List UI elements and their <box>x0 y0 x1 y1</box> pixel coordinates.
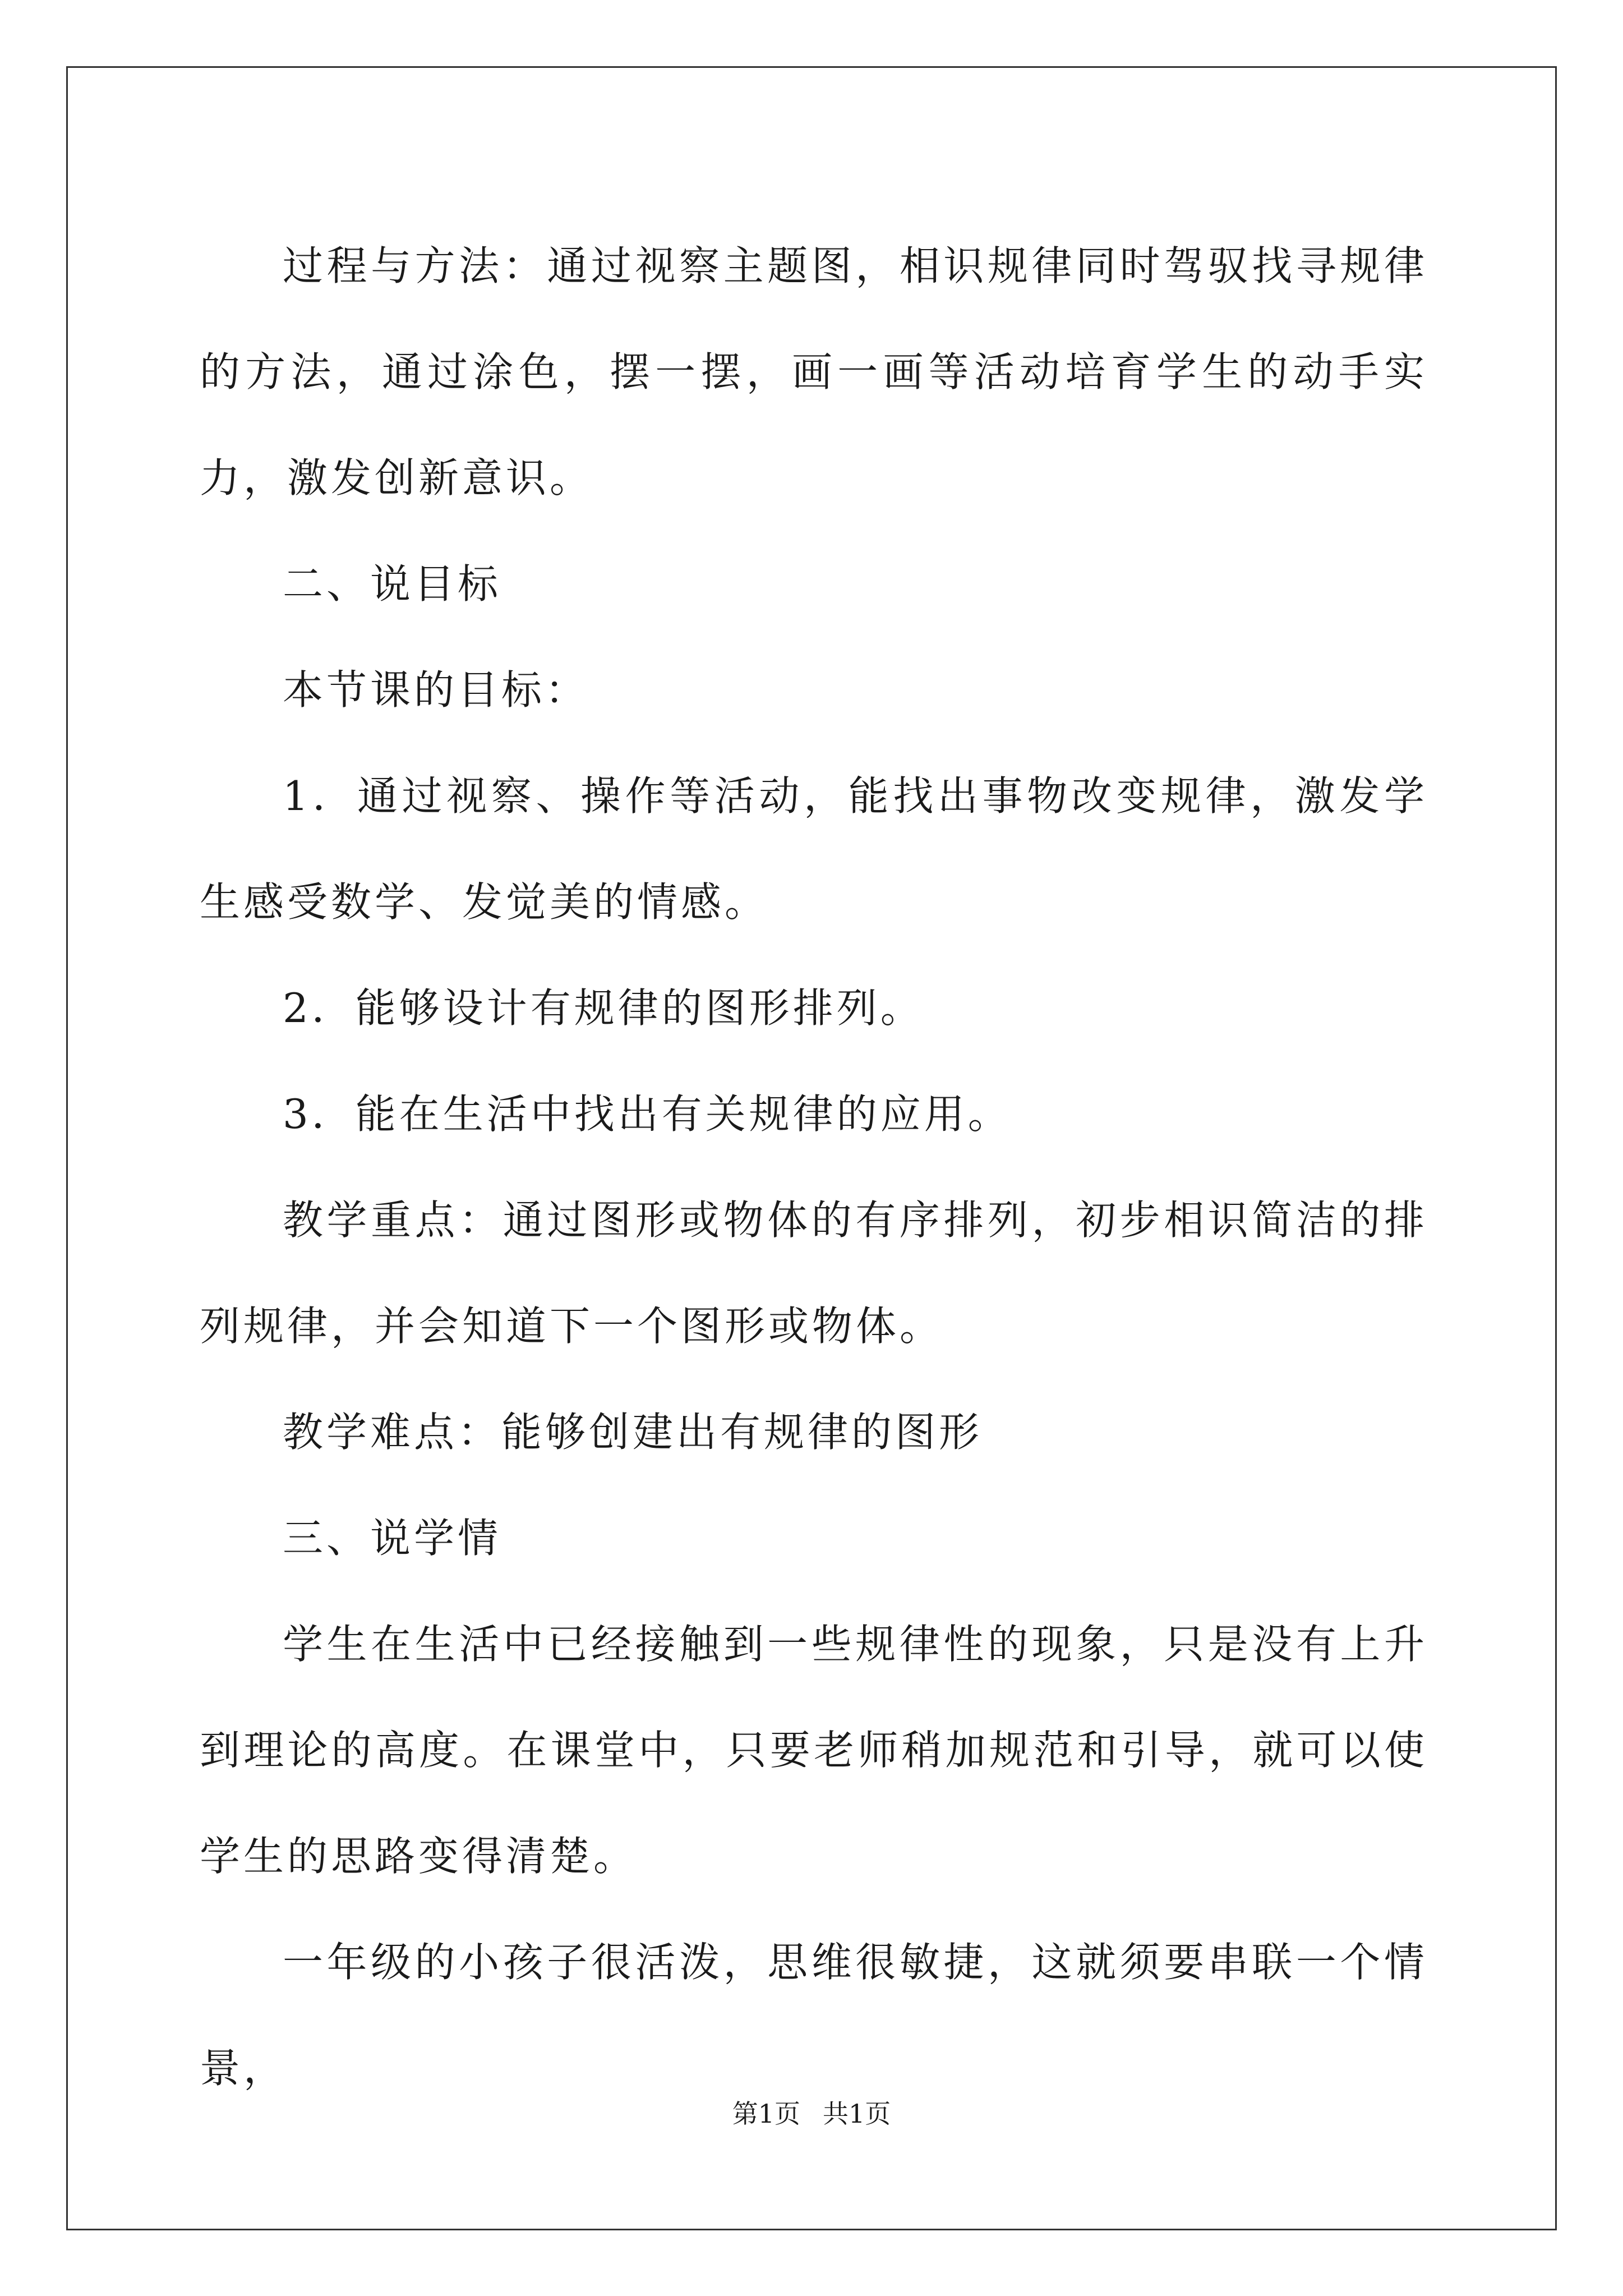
paragraph-lesson-goals: 本节课的目标： <box>283 666 589 714</box>
heading-objectives: 二、说目标 <box>283 560 502 608</box>
paragraph-process-method: 过程与方法：通过视察主题图，相识规律同时驾驭找寻规律的方法，通过涂色，摆一摆，画一画等活动培育学生的动手实力，激发创新意识。 <box>200 242 1428 501</box>
paragraph-first-grade: 一年级的小孩子很活泼，思维很敏捷，这就须要串联一个情景， <box>200 1939 1428 2092</box>
heading-student-situation: 三、说学情 <box>283 1515 502 1562</box>
document-body <box>200 213 1428 2122</box>
goal-item-2: 2．能够设计有规律的图形排列。 <box>283 984 924 1032</box>
paragraph-key-points: 教学重点：通过图形或物体的有序排列，初步相识简洁的排列规律，并会知道下一个图形或物体。 <box>200 1197 1428 1350</box>
paragraph-student-situation: 学生在生活中已经接触到一些规律性的现象，只是没有上升到理论的高度。在课堂中，只要老师稍加规范和引导，就可以使学生的思路变得清楚。 <box>200 1621 1428 1880</box>
goal-item-1: 1．通过视察、操作等活动，能找出事物改变规律，激发学生感受数学、发觉美的情感。 <box>200 772 1428 926</box>
page-footer <box>0 2097 1623 2131</box>
page-number-total: 共1页 <box>823 2099 891 2129</box>
goal-item-3: 3．能在生活中找出有关规律的应用。 <box>283 1091 1012 1138</box>
page-number-current: 第1页 <box>732 2099 800 2129</box>
paragraph-difficulties: 教学难点：能够创建出有规律的图形 <box>283 1409 983 1456</box>
